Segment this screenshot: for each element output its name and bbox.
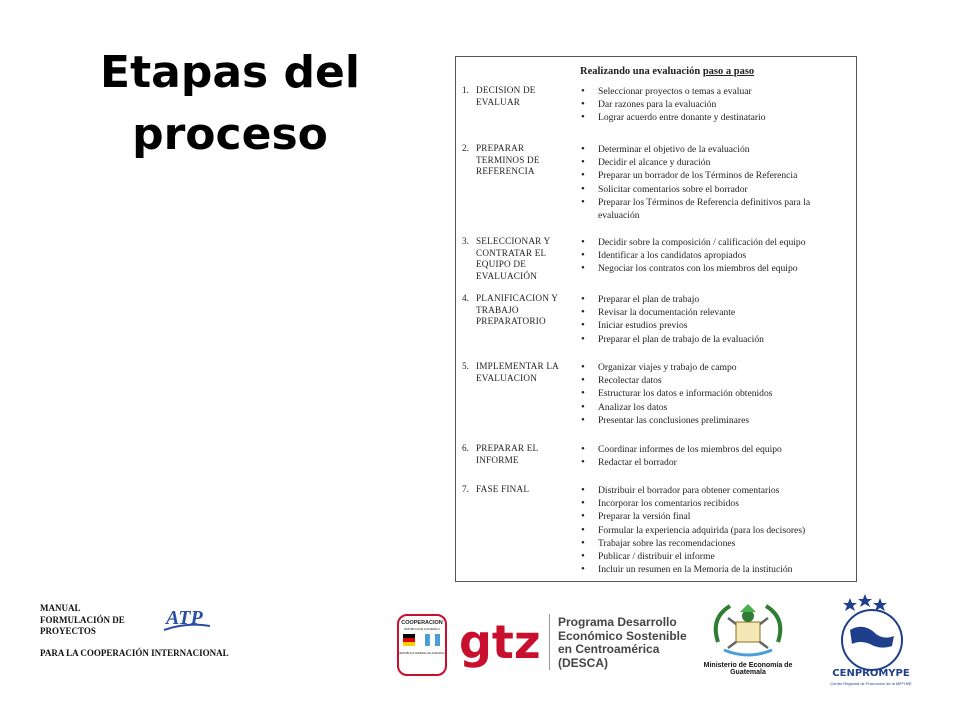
stage-title: [462, 85, 570, 108]
stage-bullet: • Decidir el alcance y duración: [580, 156, 850, 169]
desca-line-1: Programa Desarrollo: [558, 615, 677, 629]
stage-number: 6.: [462, 443, 469, 453]
cenpromype-logo: [820, 590, 922, 690]
atp-logo: [162, 604, 212, 638]
stage-bullet: • Iniciar estudios previos: [580, 319, 850, 332]
stage-title-text: FASE FINAL: [476, 484, 530, 494]
stage-title: [462, 293, 570, 328]
stage-bullet: • Incluir un resumen en la Memoria de la institución: [580, 563, 850, 576]
stage-title: [462, 484, 570, 496]
stage-bullet: • Redactar el borrador: [580, 456, 850, 469]
atp-logo-text: ATP: [166, 607, 203, 629]
desca-line-4: (DESCA): [558, 655, 608, 670]
desca-line-3: en Centroamérica: [558, 642, 660, 657]
stage-bullet: • Trabajar sobre las recomendaciones: [580, 537, 850, 550]
stage-title-text: PLANIFICACION Y TRABAJO PREPARATORIO: [476, 293, 558, 326]
logo-divider: [549, 614, 550, 670]
stage-bullet: • Identificar a los candidatos apropiados: [580, 249, 850, 262]
stage-bullet: • Presentar las conclusiones preliminares: [580, 414, 850, 427]
mineco-label: Ministerio de Economía de Guatemala: [703, 662, 793, 676]
slide-title-line-2: proceso: [132, 109, 328, 160]
slide-title-line-1: Etapas del: [100, 47, 360, 98]
slide-title: [60, 42, 400, 166]
stage-bullet: • Seleccionar proyectos o temas a evaluar: [580, 85, 850, 98]
stage-bullet: • Recolectar datos: [580, 374, 850, 387]
stage-bullet: • Revisar la documentación relevante: [580, 306, 850, 319]
stage-bullet: • Dar razones para la evaluación: [580, 98, 850, 111]
stage-title: [462, 236, 570, 282]
stage-bullet-list: [580, 85, 850, 125]
stage-bullet-list: [580, 236, 850, 276]
stage-bullet: • Preparar el plan de trabajo: [580, 293, 850, 306]
stage-title-text: PREPARAR TERMINOS DE REFERENCIA: [476, 143, 540, 176]
stage-bullet: • Preparar un borrador de los Términos de Referencia: [580, 169, 850, 182]
cooperation-label: PARA LA COOPERACIÓN INTERNACIONAL: [40, 648, 229, 658]
stage-title-text: IMPLEMENTAR LA EVALUACION: [476, 361, 559, 383]
stage-number: 4.: [462, 293, 469, 303]
stage-bullet: • Formular la experiencia adquirida (para los decisores): [580, 524, 850, 537]
manual-line-3: PROYECTOS: [40, 626, 96, 636]
stage-title: [462, 443, 570, 466]
cenpromype-text: CENPROMYPE: [832, 668, 910, 679]
stage-bullet: • Distribuir el borrador para obtener comentarios: [580, 484, 850, 497]
stage-bullet: • Lograr acuerdo entre donante y destinatario: [580, 111, 850, 124]
cenpromype-subtext: Centro Regional de Promoción de la MIPYME: [830, 681, 912, 686]
stage-bullet: • Publicar / distribuir el informe: [580, 550, 850, 563]
stage-bullet: • Organizar viajes y trabajo de campo: [580, 361, 850, 374]
stage-title: [462, 361, 570, 384]
manual-line-1: MANUAL: [40, 603, 81, 613]
stage-bullet: • Decidir sobre la composición / calificación del equipo: [580, 236, 850, 249]
gtz-logo-text: gtz: [459, 615, 541, 669]
stage-bullet: • Solicitar comentarios sobre el borrador: [580, 183, 850, 196]
manual-line-2: FORMULACIÓN DE: [40, 614, 125, 625]
coop-badge-de: REPUBLICA FEDERAL DE ALEMANIA: [399, 652, 445, 655]
stage-bullet: • Preparar la versión final: [580, 510, 850, 523]
stage-bullet: • Preparar los Términos de Referencia definitivos para la evaluación: [580, 196, 850, 222]
stage-title-text: PREPARAR EL INFORME: [476, 443, 539, 465]
manual-label: [40, 603, 160, 638]
document-heading-prefix: Realizando una evaluación: [580, 66, 701, 77]
stage-bullet-list: [580, 484, 850, 576]
coop-badge-gt: REPUBLICA DE GUATEMALA: [404, 628, 440, 631]
stage-title-text: DECISION DE EVALUAR: [476, 85, 536, 107]
stage-title: [462, 143, 570, 178]
desca-program-label: [558, 616, 698, 670]
desca-line-2: Económico Sostenible: [558, 628, 687, 643]
scanned-document: [455, 56, 857, 582]
stage-bullet: • Determinar el objetivo de la evaluación: [580, 143, 850, 156]
stage-bullet: • Analizar los datos: [580, 401, 850, 414]
document-heading: [580, 66, 754, 77]
stage-bullet-list: [580, 443, 850, 469]
stage-number: 1.: [462, 85, 469, 95]
stage-number: 2.: [462, 143, 469, 153]
stage-bullet-list: [580, 361, 850, 427]
stage-title-text: SELECCIONAR Y CONTRATAR EL EQUIPO DE EVALUACIÓN: [476, 236, 551, 281]
cooperation-badge-logo: [397, 614, 447, 676]
stage-bullet: • Negociar los contratos con los miembros del equipo: [580, 262, 850, 275]
stage-bullet-list: [580, 293, 850, 346]
stage-bullet: • Coordinar informes de los miembros del equipo: [580, 443, 850, 456]
stage-bullet-list: [580, 143, 850, 222]
gtz-logo: [459, 612, 541, 672]
stage-number: 3.: [462, 236, 469, 246]
stage-bullet: • Incorporar los comentarios recibidos: [580, 497, 850, 510]
stage-bullet: • Estructurar los datos e información obtenidos: [580, 387, 850, 400]
stage-number: 7.: [462, 484, 469, 494]
coop-badge-title: COOPERACION: [401, 620, 443, 626]
stage-bullet: • Preparar el plan de trabajo de la evaluación: [580, 333, 850, 346]
document-heading-underlined: paso a paso: [702, 66, 755, 77]
stage-number: 5.: [462, 361, 469, 371]
